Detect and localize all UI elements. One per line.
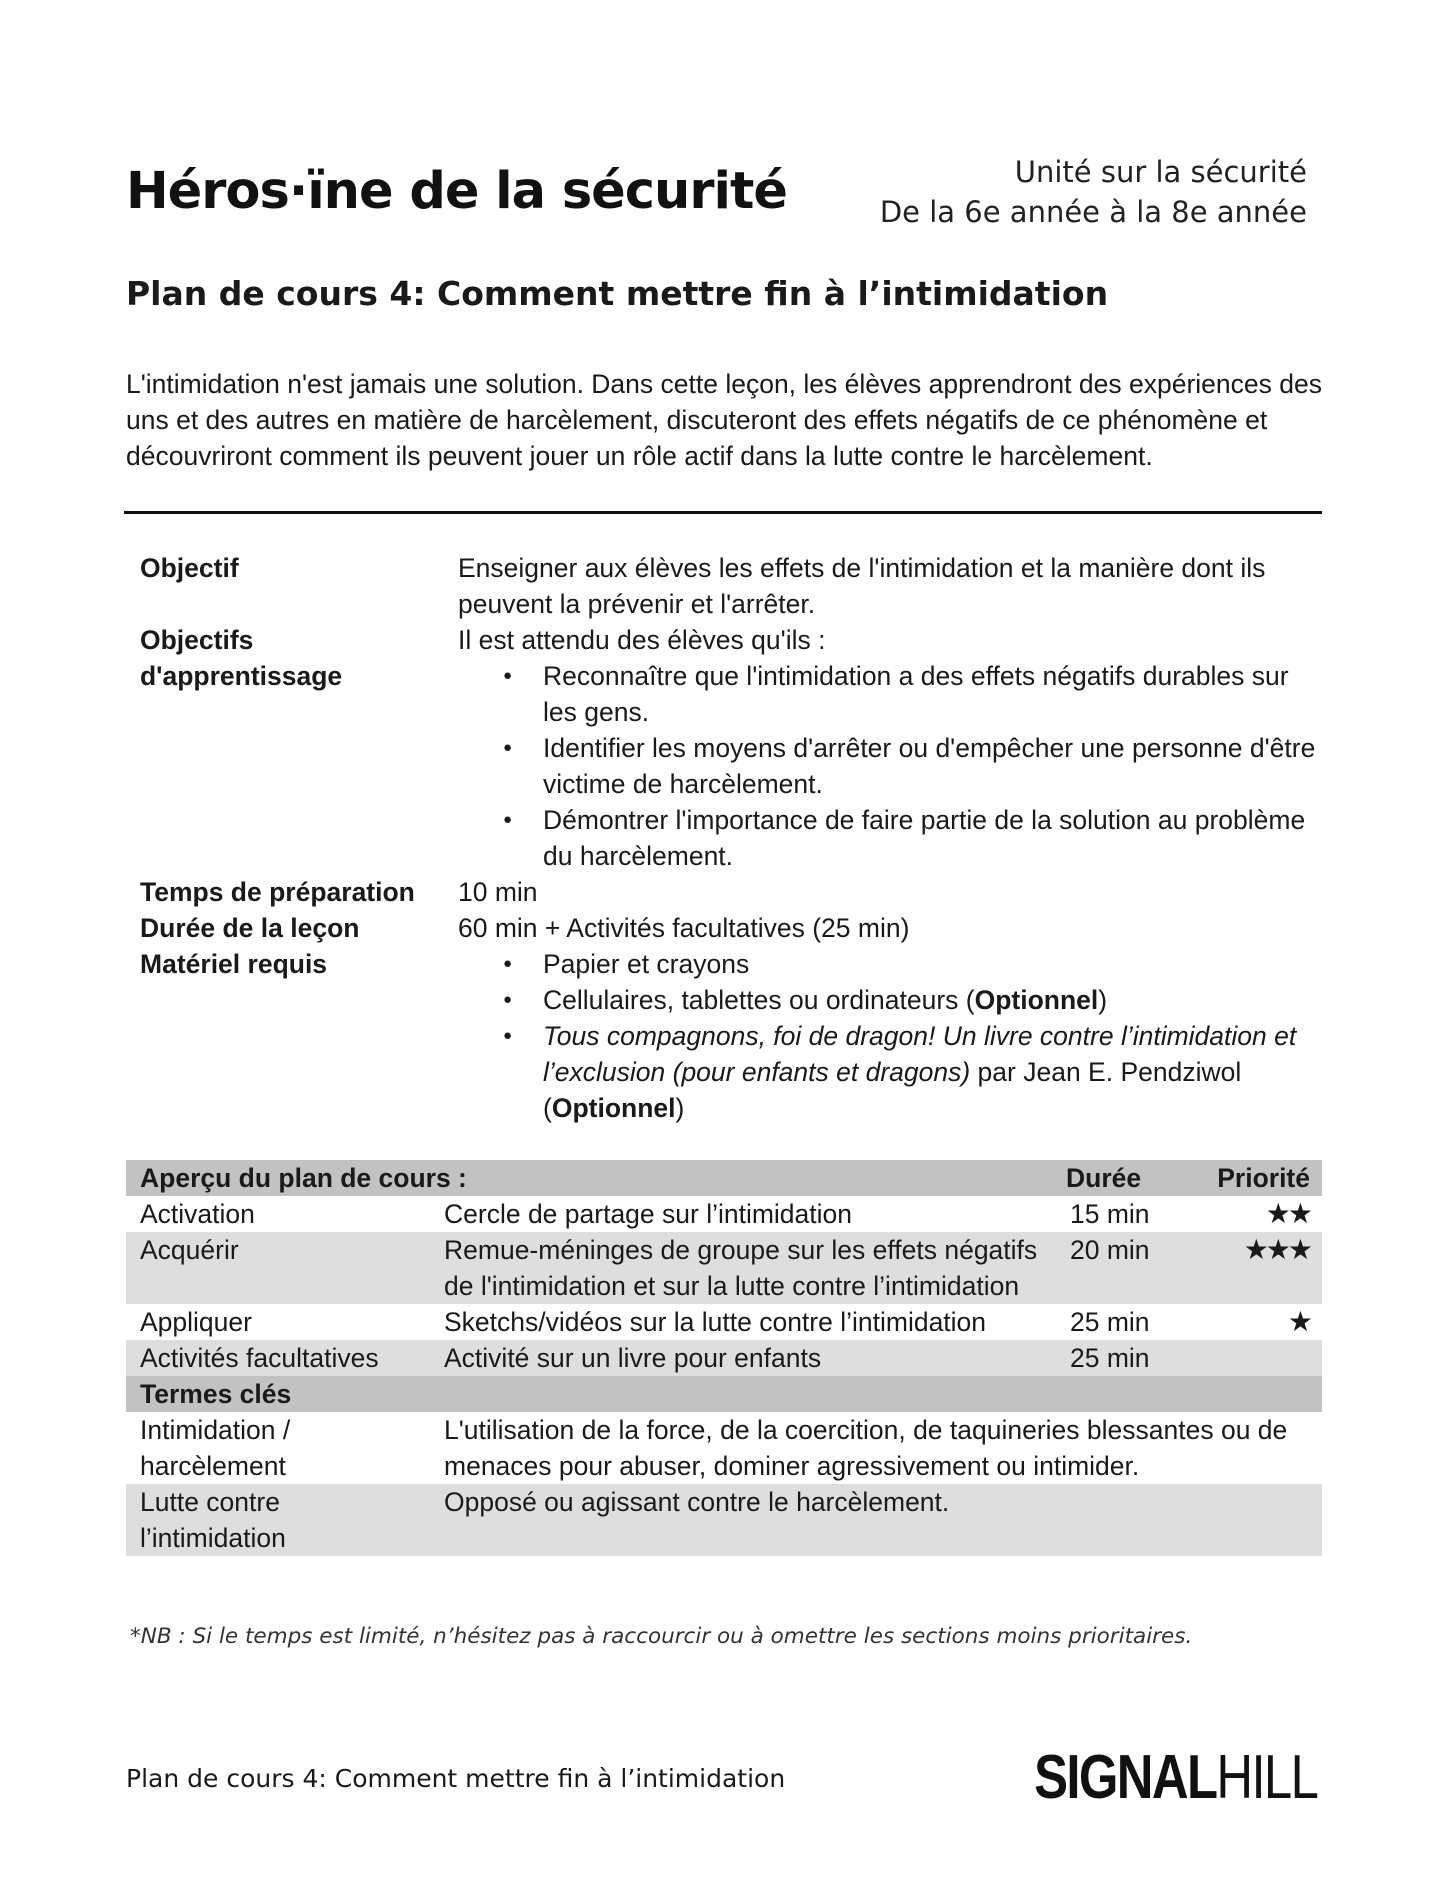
logo-part-thin: HILL [1216,1743,1317,1812]
optional-tag: Optionnel [974,985,1099,1015]
table-row [126,1196,1322,1232]
divider [124,511,1322,514]
logo-part-bold: SIGNAL [1033,1743,1217,1812]
duration-cell: 15 min [1070,1199,1150,1229]
table-row [126,1304,1322,1340]
table-row [126,1484,1322,1556]
table-row [126,1340,1322,1376]
objective-row [140,550,1320,622]
table-header-row [126,1160,1322,1196]
material-text-end: ) [1098,985,1108,1015]
phase-cell: Acquérir [140,1235,239,1265]
materials-value [458,946,1320,1126]
overview-header-label: Aperçu du plan de cours : [140,1163,467,1193]
materials-list [458,946,1320,1126]
table-row [126,1412,1322,1484]
material-text: Cellulaires, tablettes ou ordinateurs ( [543,985,975,1015]
materials-row [140,946,1320,1126]
prep-time-row [140,874,1320,910]
key-terms-header: Termes clés [140,1379,292,1409]
definition-cell: Opposé ou agissant contre le harcèlement. [444,1487,950,1517]
term-cell: Lutte contre l’intimidation [140,1487,286,1553]
learning-label-line2: d'apprentissage [140,661,343,691]
phase-cell: Activités facultatives [140,1343,379,1373]
objective-label: Objectif [140,553,239,583]
table-row [126,1232,1322,1304]
list-item: ● Démontrer l'importance de faire partie de la solution au problème du harcèlement. [543,802,1320,874]
activity-cell: Remue-méninges de groupe sur les effets négatifs de l'intimidation et sur la lutte contre l’intimidation [444,1235,1038,1301]
list-item: ● Identifier les moyens d'arrêter ou d'empêcher une personne d'être victime de harcèlement. [543,730,1320,802]
lesson-info [140,550,1320,1126]
materials-label: Matériel requis [140,949,328,979]
phase-cell: Activation [140,1199,255,1229]
duration-header: Durée [1066,1163,1142,1193]
footnote: *NB : Si le temps est limité, n’hésitez pas à raccourcir ou à omettre les sections moins prioritaires. [130,1624,1193,1649]
learning-intro: Il est attendu des élèves qu'ils : [458,625,826,655]
document-title: Héros·ïne de la sécurité [126,162,787,221]
footer-title: Plan de cours 4: Comment mettre fin à l’intimidation [126,1764,786,1793]
priority-header: Priorité [1217,1163,1310,1193]
activity-cell: Sketchs/vidéos sur la lutte contre l’intimidation [444,1307,987,1337]
objective-value: Enseigner aux élèves les effets de l'intimidation et la manière dont ils peuvent la prévenir et l'arrêter. [458,553,1266,619]
learning-label-line1: Objectifs [140,625,254,655]
lesson-heading: Plan de cours 4: Comment mettre fin à l’intimidation [126,274,1109,313]
intro-paragraph: L'intimidation n'est jamais une solution. Dans cette leçon, les élèves apprendront des expériences des uns et des autres en matière de harcèlement, discuteront des effets négatifs de ce phénomène et découvriront comment ils peuvent jouer un rôle actif dans la lutte contre le harcèlement. [126,369,1322,471]
duration-cell: 25 min [1070,1307,1150,1337]
priority-stars-icon: ★ [1287,1306,1310,1337]
phase-cell: Appliquer [140,1307,252,1337]
book-title: Tous compagnons, foi de dragon! Un livre contre l’intimidation et l’exclusion (pour enfants et dragons) [543,1021,1297,1087]
material-text: par Jean E. Pendziwol ( [543,1057,1242,1123]
material-text-end: ) [675,1093,685,1123]
grade-range: De la 6e année à la 8e année [879,195,1307,229]
priority-stars-icon [1166,1340,1322,1376]
optional-tag: Optionnel [551,1093,676,1123]
duration-label: Durée de la leçon [140,913,360,943]
priority-stars-icon: ★★ [1265,1198,1310,1229]
learning-objectives-label [140,622,458,874]
unit-name: Unité sur la sécurité [1014,155,1307,189]
lesson-overview-table [126,1160,1322,1556]
duration-cell: 25 min [1070,1343,1150,1373]
activity-cell: Cercle de partage sur l’intimidation [444,1199,853,1229]
learning-objectives-value [458,622,1320,874]
activity-cell: Activité sur un livre pour enfants [444,1343,822,1373]
learning-list [458,658,1320,874]
learning-objectives-row [140,622,1320,874]
list-item: ● Papier et crayons [543,946,1320,982]
list-item [543,982,1320,1018]
duration-value: 60 min + Activités facultatives (25 min) [458,913,910,943]
list-item [543,1018,1320,1126]
prep-time-label: Temps de préparation [140,877,415,907]
priority-stars-icon: ★★★ [1243,1234,1310,1265]
prep-time-value: 10 min [458,877,538,907]
signal-hill-logo [1034,1742,1317,1812]
unit-info [880,152,1307,232]
definition-cell: L'utilisation de la force, de la coercition, de taquineries blessantes ou de menaces pour abuser, dominer agressivement ou intimider. [444,1415,1288,1481]
duration-row [140,910,1320,946]
list-item: ● Reconnaître que l'intimidation a des effets négatifs durables sur les gens. [543,658,1320,730]
term-cell: Intimidation / harcèlement [140,1415,291,1481]
duration-cell: 20 min [1070,1235,1150,1265]
key-terms-header-row [126,1376,1322,1412]
